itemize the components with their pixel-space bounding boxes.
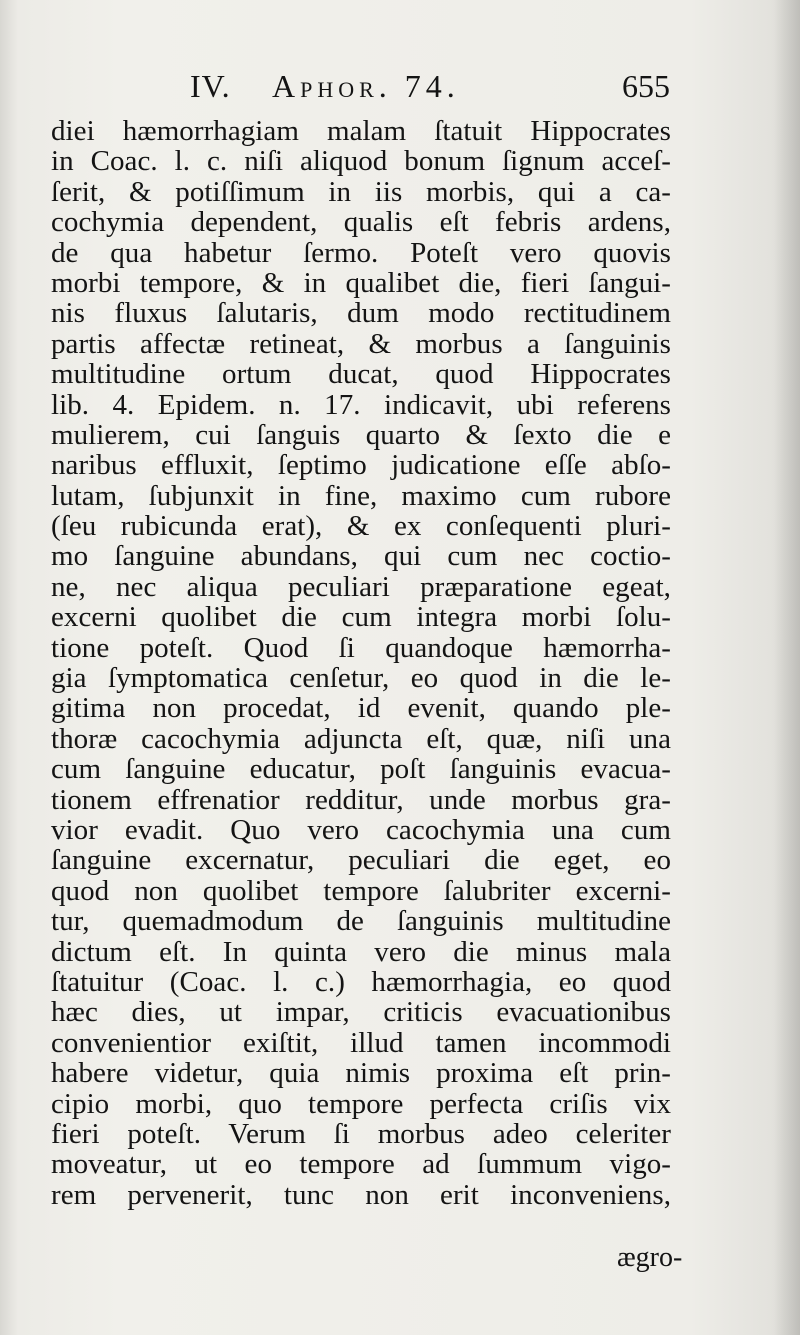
- text-line: gia ſymptomatica cenſetur, eo quod in die le-: [51, 662, 671, 695]
- text-line: partis affectæ retineat, & morbus a ſanguinis: [51, 327, 671, 360]
- text-line: thoræ cacochymia adjuncta eſt, quæ, niſi una: [51, 722, 671, 755]
- text-line: tione poteſt. Quod ſi quandoque hæmorrha-: [51, 631, 671, 664]
- text-line: de qua habetur ſermo. Poteſt vero quovis: [51, 236, 671, 269]
- text-line: fieri poteſt. Verum ſi morbus adeo celeriter: [51, 1117, 671, 1150]
- page-header: [190, 66, 670, 106]
- text-line: multitudine ortum ducat, quod Hippocrates: [51, 358, 671, 391]
- text-line: lutam, ſubjunxit in fine, maximo cum rubore: [51, 479, 671, 512]
- text-line: mo ſanguine abundans, qui cum nec coctio-: [51, 540, 671, 573]
- text-line: cum ſanguine educatur, poſt ſanguinis evacua-: [51, 753, 671, 786]
- page-edge-shadow: [774, 0, 800, 1335]
- running-title: IV.: [190, 68, 231, 104]
- text-line: naribus effluxit, ſeptimo judicatione eſſe abſo-: [51, 449, 671, 482]
- text-line: vior evadit. Quo vero cacochymia una cum: [51, 813, 671, 846]
- text-line: diei hæmorrhagiam malam ſtatuit Hippocrates: [51, 115, 671, 147]
- text-line: quod non quolibet tempore ſalubriter excerni-: [51, 874, 671, 907]
- text-line: excerni quolibet die cum integra morbi ſolu-: [51, 601, 671, 634]
- body-text: [51, 116, 671, 1210]
- text-line: cochymia dependent, qualis eſt febris ardens,: [51, 206, 671, 239]
- section-title: Aphor. 74.: [272, 68, 460, 104]
- text-line: nis fluxus ſalutaris, dum modo rectitudinem: [51, 297, 671, 330]
- text-line: ſerit, & potiſſimum in iis morbis, qui a ca-: [51, 175, 671, 208]
- text-line: in Coac. l. c. niſi aliquod bonum ſignum acceſ-: [51, 145, 671, 178]
- text-line: (ſeu rubicunda erat), & ex conſequenti pluri-: [51, 510, 671, 543]
- text-line: ſanguine excernatur, peculiari die eget, eo: [51, 844, 671, 877]
- text-line: moveatur, ut eo tempore ad ſummum vigo-: [51, 1148, 671, 1181]
- text-line: ſtatuitur (Coac. l. c.) hæmorrhagia, eo quod: [51, 965, 671, 998]
- text-line: convenientior exiſtit, illud tamen incommodi: [51, 1026, 671, 1059]
- text-line: habere videtur, quia nimis proxima eſt prin-: [51, 1057, 671, 1090]
- text-line: ne, nec aliqua peculiari præparatione egeat,: [51, 570, 671, 603]
- catchword: ægro-: [617, 1242, 683, 1273]
- text-line: morbi tempore, & in qualibet die, fieri ſangui-: [51, 266, 671, 299]
- text-line: tur, quemadmodum de ſanguinis multitudine: [51, 905, 671, 938]
- text-line: mulierem, cui ſanguis quarto & ſexto die e: [51, 418, 671, 451]
- text-line: cipio morbi, quo tempore perfecta criſis vix: [51, 1087, 671, 1120]
- text-line: tionem effrenatior redditur, unde morbus gra-: [51, 783, 671, 816]
- text-line: lib. 4. Epidem. n. 17. indicavit, ubi referens: [51, 388, 671, 421]
- text-line: rem pervenerit, tunc non erit inconveniens,: [51, 1178, 671, 1211]
- text-line: hæc dies, ut impar, criticis evacuationibus: [51, 996, 671, 1029]
- text-line: gitima non procedat, id evenit, quando ple-: [51, 692, 671, 725]
- text-line: dictum eſt. In quinta vero die minus mala: [51, 935, 671, 968]
- page-number: 655: [622, 68, 670, 104]
